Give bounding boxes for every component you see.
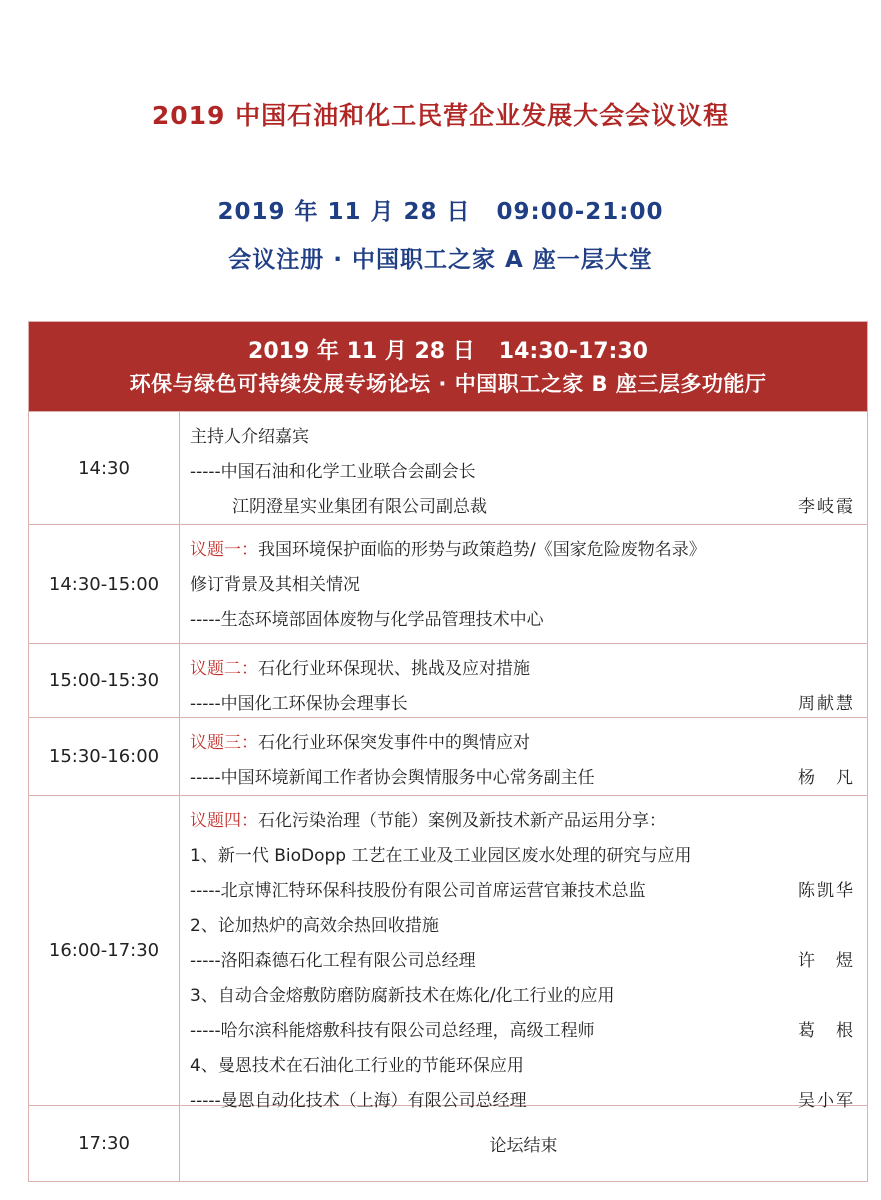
agenda-line <box>190 603 855 638</box>
line-text-wrap <box>190 652 855 687</box>
agenda-line <box>190 652 855 687</box>
line-text: 石化行业环保突发事件中的舆情应对 <box>258 733 530 753</box>
line-text: 我国环境保护面临的形势与政策趋势/《国家危险废物名录》 <box>258 540 706 560</box>
time-cell: 15:00-15:30 <box>29 644 180 717</box>
line-text: 石化污染治理（节能）案例及新技术新产品运用分享： <box>258 811 666 831</box>
line-text-wrap <box>190 761 798 796</box>
end-cell <box>180 1106 867 1181</box>
forum-name: 环保与绿色可持续发展专场论坛 · 中国职工之家 B 座三层多功能厅 <box>129 372 767 396</box>
agenda-line <box>190 1014 855 1049</box>
agenda-line <box>190 909 855 944</box>
registration-datetime <box>0 193 881 226</box>
end-text: 论坛结束 <box>489 1136 558 1156</box>
table-row <box>29 524 867 643</box>
registration-location: 会议注册 · 中国职工之家 A 座一层大堂 <box>228 247 653 273</box>
line-text-wrap <box>190 839 855 874</box>
line-text-wrap <box>190 726 855 761</box>
table-row <box>29 795 867 1111</box>
agenda-line <box>190 455 855 490</box>
forum-time: 14:30-17:30 <box>498 339 648 364</box>
line-text: -----中国化工环保协会理事长 <box>190 694 408 714</box>
line-text: 3、自动合金熔敷防磨防腐新技术在炼化/化工行业的应用 <box>190 986 615 1006</box>
agenda-line <box>190 944 855 979</box>
agenda-line <box>190 874 855 909</box>
agenda-line <box>190 533 855 568</box>
line-text-wrap <box>190 874 798 909</box>
time-cell: 14:30 <box>29 412 180 524</box>
line-text: -----洛阳森德石化工程有限公司总经理 <box>190 951 476 971</box>
forum-header <box>29 322 867 411</box>
registration-date: 2019 年 11 月 28 日 <box>217 199 471 225</box>
speaker-name: 吴小军 <box>798 1091 855 1111</box>
agenda-line <box>190 490 855 525</box>
line-text-wrap <box>190 420 855 455</box>
agenda-rows <box>29 411 867 1111</box>
line-text: 修订背景及其相关情况 <box>190 575 360 595</box>
line-text: -----北京博汇特环保科技股份有限公司首席运营官兼技术总监 <box>190 881 646 901</box>
forum-datetime <box>29 334 867 368</box>
line-text-wrap <box>190 979 855 1014</box>
line-text-wrap <box>190 804 855 839</box>
agenda-line <box>190 761 855 796</box>
line-text-wrap <box>190 455 855 490</box>
page-title: 2019 中国石油和化工民营企业发展大会会议议程 <box>151 101 730 130</box>
registration-time: 09:00-21:00 <box>496 199 664 225</box>
speaker-name: 杨 凡 <box>798 768 855 788</box>
time-cell: 16:00-17:30 <box>29 796 180 1105</box>
topic-label: 议题二： <box>190 659 258 679</box>
time-cell: 15:30-16:00 <box>29 718 180 795</box>
forum-date: 2019 年 11 月 28 日 <box>248 339 475 364</box>
agenda-line <box>190 687 855 722</box>
line-text: -----中国石油和化学工业联合会副会长 <box>190 462 476 482</box>
line-text: 1、新一代 BioDopp 工艺在工业及工业园区废水处理的研究与应用 <box>190 846 692 866</box>
line-text: 4、曼恩技术在石油化工行业的节能环保应用 <box>190 1056 524 1076</box>
agenda-table <box>28 321 868 1182</box>
line-text: 2、论加热炉的高效余热回收措施 <box>190 916 439 936</box>
time-cell: 17:30 <box>29 1106 180 1181</box>
agenda-line <box>190 568 855 603</box>
topic-label: 议题三： <box>190 733 258 753</box>
agenda-line <box>190 804 855 839</box>
speaker-name: 陈凯华 <box>798 881 855 901</box>
agenda-line <box>190 420 855 455</box>
line-text: -----曼恩自动化技术（上海）有限公司总经理 <box>190 1091 527 1111</box>
speaker-name: 许 煜 <box>798 951 855 971</box>
line-text: -----生态环境部固体废物与化学品管理技术中心 <box>190 610 544 630</box>
line-text-wrap <box>190 1014 798 1049</box>
line-text-wrap <box>190 603 855 638</box>
topic-label: 议题四： <box>190 811 258 831</box>
content-cell <box>180 525 867 643</box>
line-text: 石化行业环保现状、挑战及应对措施 <box>258 659 530 679</box>
line-text-wrap <box>190 568 855 603</box>
table-row <box>29 643 867 717</box>
speaker-name: 葛 根 <box>798 1021 855 1041</box>
content-cell <box>180 796 867 1111</box>
table-row <box>29 411 867 524</box>
agenda-line <box>190 1049 855 1084</box>
content-cell <box>180 644 867 717</box>
line-text-wrap <box>190 533 855 568</box>
line-text-wrap <box>190 909 855 944</box>
line-text: 主持人介绍嘉宾 <box>190 427 309 447</box>
line-text-wrap <box>190 944 798 979</box>
speaker-name: 李岐霞 <box>798 497 855 517</box>
line-text-wrap <box>190 687 798 722</box>
agenda-line <box>190 839 855 874</box>
topic-label: 议题一： <box>190 540 258 560</box>
agenda-line <box>190 726 855 761</box>
time-cell: 14:30-15:00 <box>29 525 180 643</box>
line-text-wrap <box>190 1049 855 1084</box>
line-text-wrap <box>190 490 798 525</box>
content-cell <box>180 718 867 795</box>
table-row <box>29 717 867 795</box>
line-text: -----哈尔滨科能熔敷科技有限公司总经理，高级工程师 <box>190 1021 595 1041</box>
line-text: -----中国环境新闻工作者协会舆情服务中心常务副主任 <box>190 768 595 788</box>
speaker-name: 周献慧 <box>798 694 855 714</box>
agenda-line <box>190 979 855 1014</box>
line-text: 江阴澄星实业集团有限公司副总裁 <box>232 497 487 517</box>
end-row <box>29 1105 867 1181</box>
content-cell <box>180 412 867 524</box>
